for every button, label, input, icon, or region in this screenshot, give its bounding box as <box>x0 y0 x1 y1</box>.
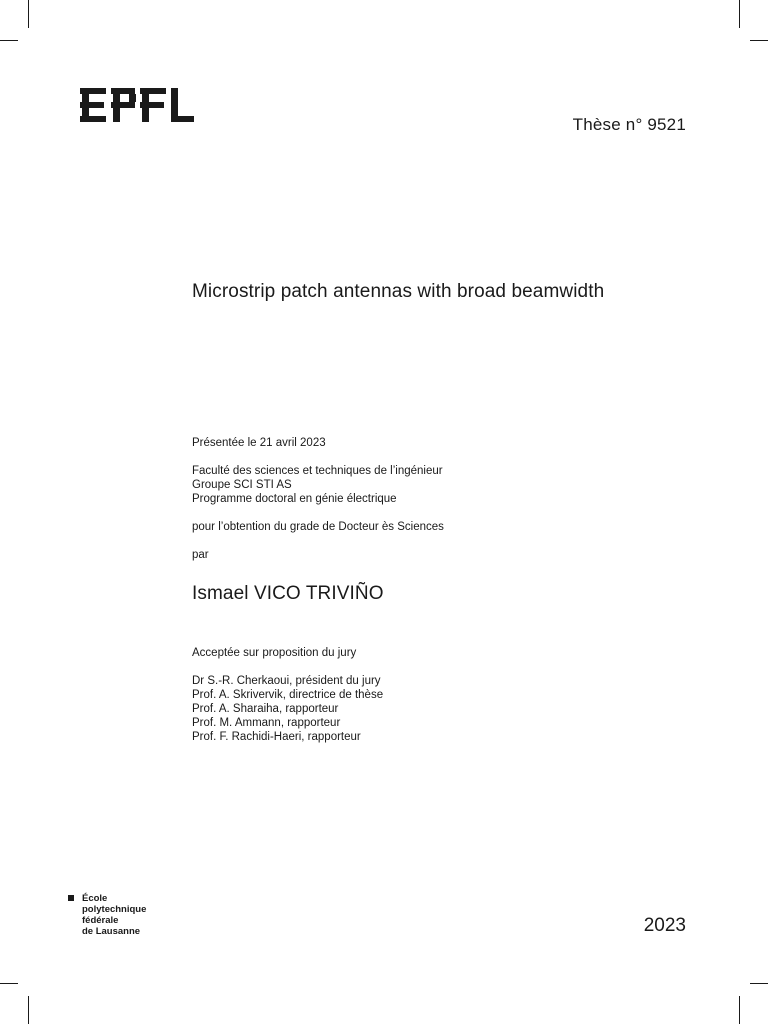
jury-member: Prof. A. Skrivervik, directrice de thèse <box>192 689 384 701</box>
jury-list <box>192 674 383 744</box>
crop-mark-bottom-left-v <box>28 996 29 1024</box>
group-line: Groupe SCI STI AS <box>192 479 292 491</box>
degree-line: pour l’obtention du grade de Docteur ès Sciences <box>192 521 444 533</box>
faculty-block <box>192 464 443 506</box>
jury-member: Dr S.-R. Cherkaoui, président du jury <box>192 675 381 687</box>
thesis-number: Thèse n° 9521 <box>572 115 686 134</box>
crop-mark-top-left-v <box>28 0 29 28</box>
institution-line: fédérale <box>82 915 119 926</box>
presented-line: Présentée le 21 avril 2023 <box>192 437 326 449</box>
publication-year: 2023 <box>643 915 686 936</box>
par-line: par <box>192 549 209 561</box>
jury-member: Prof. M. Ammann, rapporteur <box>192 717 341 729</box>
accepted-block <box>192 646 356 660</box>
institution-line: polytechnique <box>82 904 147 915</box>
jury-member: Prof. A. Sharaiha, rapporteur <box>192 703 339 715</box>
crop-mark-top-right-h <box>750 40 768 41</box>
institution-line: École <box>82 893 108 904</box>
square-bullet-icon <box>68 895 74 901</box>
institution-block <box>68 893 146 937</box>
crop-mark-bottom-right-h <box>750 983 768 984</box>
thesis-title: Microstrip patch antennas with broad beamwidth <box>192 281 605 302</box>
accepted-line: Acceptée sur proposition du jury <box>192 647 357 659</box>
institution-line: de Lausanne <box>82 926 141 937</box>
epfl-logo <box>80 88 194 122</box>
jury-member: Prof. F. Rachidi-Haeri, rapporteur <box>192 731 361 743</box>
par-block <box>192 548 209 562</box>
program-line: Programme doctoral en génie électrique <box>192 493 397 505</box>
crop-mark-bottom-left-h <box>0 983 18 984</box>
presentation-date <box>192 436 326 450</box>
degree-block <box>192 520 444 534</box>
faculty-line: Faculté des sciences et techniques de l’ingénieur <box>192 465 443 477</box>
crop-mark-bottom-right-v <box>739 996 740 1024</box>
author-name: Ismael VICO TRIVIÑO <box>192 583 384 604</box>
crop-mark-top-left-h <box>0 40 18 41</box>
crop-mark-top-right-v <box>739 0 740 28</box>
